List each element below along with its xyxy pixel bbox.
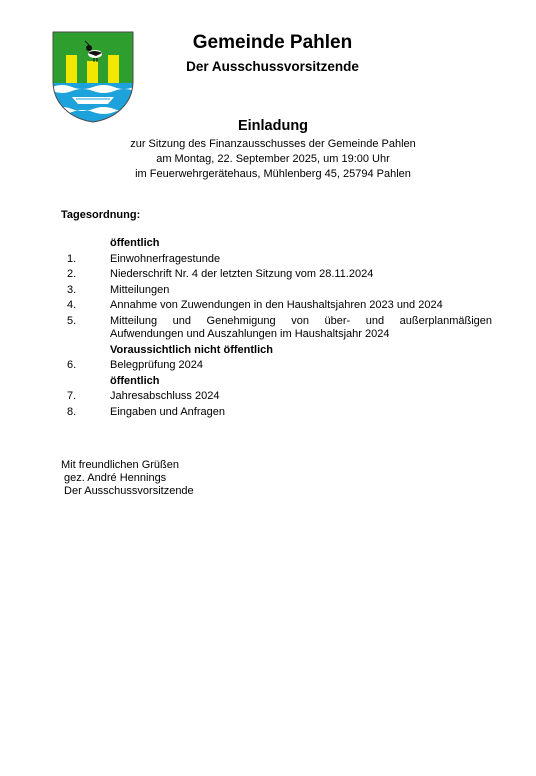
invitation-details	[0, 137, 536, 182]
agenda-item-text: Niederschrift Nr. 4 der letzten Sitzung vom 28.11.2024	[110, 268, 374, 281]
invitation-line-location: im Feuerwehrgerätehaus, Mühlenberg 45, 25794 Pahlen	[135, 168, 411, 180]
agenda-section-label: Voraussichtlich nicht öffentlich	[110, 343, 273, 356]
agenda-item	[61, 253, 492, 266]
crest-pillar-right	[108, 55, 119, 83]
agenda-item-number: 3.	[67, 283, 77, 296]
agenda-list	[61, 237, 492, 422]
crest-boat	[72, 97, 114, 104]
agenda-section-label: öffentlich	[110, 374, 160, 387]
closing-block	[61, 459, 194, 498]
agenda-item-text: Eingaben und Anfragen	[110, 405, 225, 418]
invitation-heading: Einladung	[237, 118, 309, 134]
crest-pillar-middle	[87, 61, 98, 83]
municipality-title: Gemeinde Pahlen	[192, 32, 353, 53]
agenda-item-number: 8.	[67, 405, 77, 418]
agenda-section	[61, 237, 492, 250]
agenda-item-text: Mitteilung und Genehmigung von über- und außerplanmäßigen Aufwendungen und Auszahlungen im Haushaltsjahr 2024	[110, 314, 492, 340]
municipal-coat-of-arms-icon	[52, 31, 134, 123]
agenda-item-number: 7.	[67, 390, 77, 403]
agenda-section	[61, 344, 492, 357]
crest-pillar-left	[66, 55, 77, 83]
agenda-item-number: 1.	[67, 252, 77, 265]
closing-signature: gez. André Hennings	[61, 472, 167, 484]
agenda-item-number: 6.	[67, 359, 77, 372]
invitation-line-meeting: zur Sitzung des Finanzausschusses der Gemeinde Pahlen	[130, 138, 416, 150]
agenda-item	[61, 268, 492, 281]
agenda-item	[61, 284, 492, 297]
agenda-item-text: Jahresabschluss 2024	[110, 390, 220, 403]
closing-role: Der Ausschussvorsitzende	[61, 485, 194, 497]
agenda-item-number: 4.	[67, 299, 77, 312]
agenda-section-label: öffentlich	[110, 237, 160, 249]
committee-chair-subtitle: Der Ausschussvorsitzende	[186, 59, 359, 74]
agenda-item	[61, 359, 492, 372]
agenda-item-number: 5.	[67, 314, 77, 327]
agenda-section	[61, 375, 492, 388]
invitation-line-date: am Montag, 22. September 2025, um 19:00 Uhr	[156, 153, 390, 165]
agenda-item	[61, 299, 492, 312]
agenda-item-text: Einwohnerfragestunde	[110, 252, 221, 265]
agenda-item-text: Annahme von Zuwendungen in den Haushaltsjahren 2023 und 2024	[110, 299, 443, 312]
agenda-item	[61, 390, 492, 403]
agenda-item	[61, 315, 492, 341]
agenda-label: Tagesordnung:	[61, 209, 141, 221]
agenda-item-number: 2.	[67, 268, 77, 281]
agenda-item	[61, 406, 492, 419]
closing-greeting: Mit freundlichen Grüßen	[61, 459, 179, 471]
agenda-item-text: Mitteilungen	[110, 283, 170, 296]
agenda-item-text: Belegprüfung 2024	[110, 359, 203, 372]
